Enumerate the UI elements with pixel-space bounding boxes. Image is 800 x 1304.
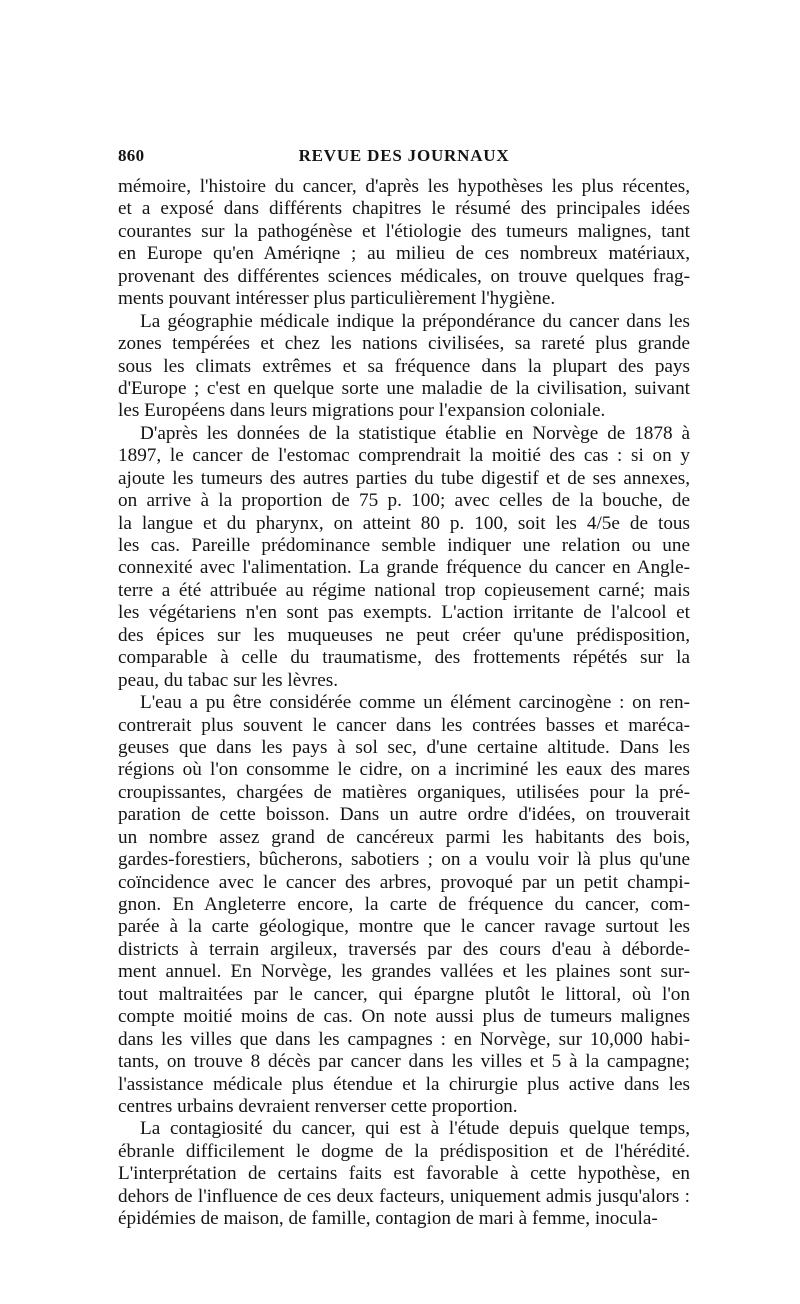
text-line: gardes-forestiers, bûcherons, sabotiers ; on a voulu voir là plus qu'une: [118, 849, 690, 871]
text-line: courantes sur la pathogénèse et l'étiologie des tumeurs malignes, tant: [118, 220, 690, 242]
text-line: coïncidence avec le cancer des arbres, provoqué par un petit champi-: [118, 871, 690, 893]
text-line: provenant des différentes sciences médicales, on trouve quelques frag-: [118, 265, 690, 287]
text-line: ajoute les tumeurs des autres parties du tube digestif et de ses annexes,: [118, 467, 690, 489]
text-line: ments pouvant intéresser plus particulièrement l'hygiène.: [118, 288, 556, 310]
text-line: d'Europe ; c'est en quelque sorte une maladie de la civilisation, suivant: [118, 377, 690, 399]
text-line: épidémies de maison, de famille, contagion de mari à femme, inocula-: [118, 1208, 658, 1230]
text-line: terre a été attribuée au régime national trop copieusement carné; mais: [118, 579, 690, 601]
text-line: mémoire, l'histoire du cancer, d'après les hypothèses les plus récentes,: [118, 176, 690, 197]
text-line: ébranle difficilement le dogme de la prédisposition et de l'hérédité.: [118, 1140, 690, 1162]
text-line: les cas. Pareille prédominance semble indiquer une relation ou une: [118, 535, 690, 556]
text-line: zones tempérées et chez les nations civilisées, sa rareté plus grande: [118, 333, 690, 355]
text-line: peau, du tabac sur les lèvres.: [118, 669, 339, 691]
text-line: paration de cette boisson. Dans un autre ordre d'idées, on trouverait: [118, 804, 690, 826]
text-line: D'après les données de la statistique établie en Norvège de 1878 à: [140, 422, 690, 444]
text-line: un nombre assez grand de cancéreux parmi les habitants des bois,: [118, 826, 690, 848]
text-line: dans les villes que dans les campagnes : en Norvège, sur 10,000 habi-: [118, 1028, 690, 1050]
text-line: ment annuel. En Norvège, les grandes vallées et les plaines sont sur-: [118, 961, 690, 983]
text-line: parée à la carte géologique, montre que le cancer ravage surtout les: [118, 916, 690, 938]
text-line: compte moitié moins de cas. On note aussi plus de tumeurs malignes: [118, 1006, 690, 1028]
text-line: districts à terrain argileux, traversés par des cours d'eau à déborde-: [118, 938, 690, 960]
paragraph: [118, 1118, 690, 1230]
text-line: L'interprétation de certains faits est favorable à cette hypothèse, en: [118, 1163, 690, 1185]
text-line: et a exposé dans différents chapitres le résumé des principales idées: [118, 198, 690, 220]
text-line: sous les climats extrêmes et sa fréquence dans la plupart des pays: [118, 355, 690, 377]
text-line: l'assistance médicale plus étendue et la chirurgie plus active dans les: [118, 1073, 690, 1095]
text-line: les végétariens n'en sont pas exempts. L'action irritante de l'alcool et: [118, 602, 690, 624]
paragraph: [118, 423, 690, 692]
body-text: [118, 176, 690, 1231]
paragraph: [118, 692, 690, 1118]
text-line: en Europe qu'en Amériqne ; au milieu de ces nombreux matériaux,: [118, 243, 690, 265]
text-line: croupissantes, chargées de matières organiques, utilisées pour la pré-: [118, 781, 690, 803]
text-line: comparable à celle du traumatisme, des frottements répétés sur la: [118, 647, 690, 669]
text-line: contrerait plus souvent le cancer dans les contrées basses et maréca-: [118, 714, 690, 736]
page-header: [118, 146, 690, 170]
text-line: centres urbains devraient renverser cette proportion.: [118, 1095, 518, 1117]
text-line: des épices sur les muqueuses ne peut créer qu'une prédisposition,: [118, 624, 690, 646]
text-line: les Européens dans leurs migrations pour l'expansion coloniale.: [118, 400, 606, 422]
page-number: 860: [118, 146, 145, 165]
text-line: régions où l'on consomme le cidre, on a incriminé les eaux des mares: [118, 759, 690, 781]
paragraph: [118, 311, 690, 423]
text-line: L'eau a pu être considérée comme un élément carcinogène : on ren-: [140, 692, 690, 714]
text-line: gnon. En Angleterre encore, la carte de fréquence du cancer, com-: [118, 894, 690, 915]
text-line: tants, on trouve 8 décès par cancer dans les villes et 5 à la campagne;: [118, 1051, 690, 1073]
text-line: connexité avec l'alimentation. La grande fréquence du cancer en Angle-: [118, 557, 690, 579]
text-line: tout maltraitées par le cancer, qui épargne plutôt le littoral, où l'on: [118, 983, 690, 1005]
text-line: geuses que dans les pays à sol sec, d'une certaine altitude. Dans les: [118, 736, 690, 758]
paragraph: [118, 176, 690, 311]
text-line: La contagiosité du cancer, qui est à l'étude depuis quelque temps,: [140, 1118, 690, 1140]
text-line: on arrive à la proportion de 75 p. 100; avec celles de la bouche, de: [118, 490, 690, 512]
text-line: dehors de l'influence de ces deux facteurs, uniquement admis jusqu'alors :: [118, 1185, 690, 1207]
text-line: 1897, le cancer de l'estomac comprendrait la moitié des cas : si on y: [118, 445, 690, 467]
text-line: La géographie médicale indique la prépondérance du cancer dans les: [140, 310, 690, 332]
text-line: la langue et du pharynx, on atteint 80 p. 100, soit les 4/5e de tous: [118, 512, 690, 534]
running-head: REVUE DES JOURNAUX: [298, 146, 510, 165]
